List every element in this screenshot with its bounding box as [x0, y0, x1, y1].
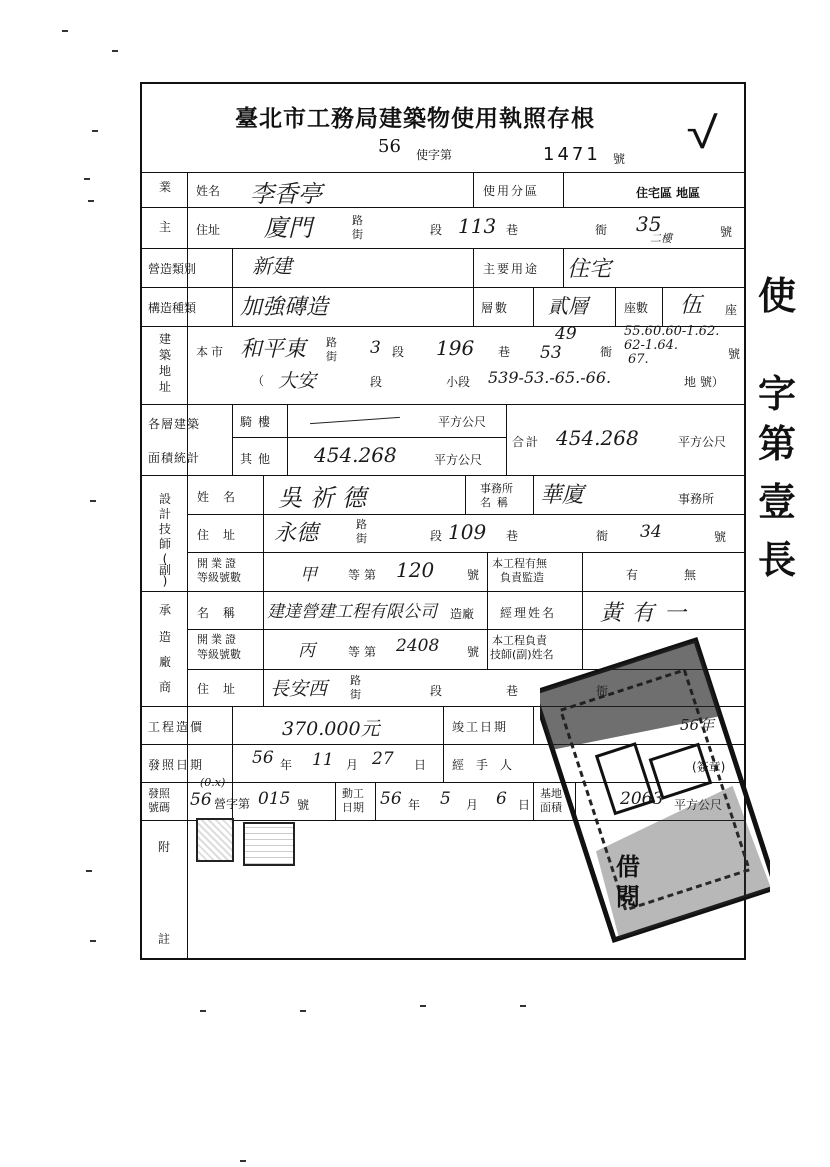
floors-value: 貳層	[548, 294, 588, 318]
owner-street-label: 街	[352, 228, 363, 241]
stamp-text: 借閱	[616, 852, 640, 911]
header-year: 56	[378, 136, 401, 157]
site-district: 大安	[278, 370, 317, 392]
designer-license-number: 120	[396, 558, 435, 582]
issue-month: 11	[312, 750, 334, 770]
header-number: 1471	[543, 144, 601, 165]
building-use-value: 住宅	[567, 257, 612, 282]
site-alley-number-1: 49	[555, 324, 577, 344]
site-lot-section: 段	[370, 375, 383, 389]
other-area-value: 454.268	[314, 443, 397, 467]
structure-value: 加強磚造	[240, 295, 329, 320]
check-mark: √	[686, 108, 718, 159]
designer-name-value: 吳祈德	[278, 484, 374, 512]
designer-lane: 巷	[506, 529, 519, 543]
contractor-license-number: 2408	[396, 636, 440, 656]
owner-address-value: 廈門	[264, 214, 312, 242]
start-day: 6	[496, 789, 507, 809]
designer-supervise-label-2: 負責監造	[500, 571, 544, 584]
owner-section-label-2: 主	[158, 220, 171, 234]
contractor-road: 路	[350, 674, 361, 687]
owner-floor: 二樓	[650, 232, 672, 245]
structure-label: 構造種類	[148, 301, 197, 315]
sign-label: (簽章)	[692, 760, 726, 774]
owner-zone-value: 住宅區 地區	[636, 186, 701, 200]
start-year-label: 年	[408, 798, 421, 812]
contractor-street: 街	[350, 688, 361, 701]
owner-alley-label: 衙	[595, 223, 608, 237]
start-month: 5	[440, 789, 451, 809]
contractor-license-grade-label: 等第	[348, 645, 381, 659]
total-area-value: 454.268	[556, 426, 639, 450]
cost-value: 370.000元	[282, 718, 380, 740]
site-label-3: 地	[158, 364, 171, 378]
issue-year-label: 年	[280, 758, 293, 772]
contractor-manager-label: 經理姓名	[500, 606, 557, 620]
designer-label-6: 副	[158, 563, 171, 577]
margin-char-4: 壹	[757, 479, 796, 524]
issue-month-label: 月	[346, 758, 359, 772]
site-section-label: 段	[392, 345, 405, 359]
designer-firm-value: 華廈	[540, 483, 585, 508]
designer-firm-label-1: 事務所	[480, 482, 513, 495]
designer-address-value: 永德	[274, 521, 319, 546]
owner-road-label: 路	[352, 214, 363, 227]
designer-firm-suffix: 事務所	[678, 492, 715, 506]
cost-label: 工程造價	[148, 720, 205, 734]
start-day-label: 日	[518, 798, 531, 812]
site-numbers-line-1: 55.60.60-1.62.	[624, 324, 720, 339]
site-lane-label: 巷	[498, 345, 511, 359]
owner-name-label: 姓名	[196, 184, 221, 198]
owner-section-label-1: 業	[158, 180, 171, 194]
header-word-label: 使字第	[416, 148, 453, 162]
building-type-value: 新建	[252, 254, 292, 278]
designer-street: 街	[356, 532, 367, 545]
designer-no-label: 號	[714, 530, 727, 544]
base-area-unit: 平方公尺	[674, 798, 723, 812]
site-alley-label: 衙	[600, 345, 613, 359]
designer-address-label: 住址	[197, 528, 250, 542]
margin-char-2: 字	[757, 371, 796, 416]
building-use-label: 主要用途	[483, 262, 540, 276]
margin-char-3: 第	[757, 421, 796, 466]
base-label-2: 面積	[540, 801, 562, 814]
designer-section: 段	[430, 529, 443, 543]
contractor-license-label-2: 等級號數	[197, 648, 241, 661]
designer-lane-number: 109	[448, 520, 487, 544]
contractor-label-2: 造	[158, 630, 171, 644]
building-type-label: 營造類別	[148, 262, 197, 276]
contractor-name-value: 建達營建工程有限公司	[267, 602, 437, 622]
margin-char-5: 長	[757, 537, 796, 582]
contractor-section: 段	[430, 684, 443, 698]
designer-label-1: 設	[158, 492, 171, 506]
start-label-1: 動工	[342, 787, 364, 800]
designer-supervise-label-1: 本工程有無	[492, 557, 547, 570]
start-label-2: 日期	[342, 801, 364, 814]
count-suffix: 座	[725, 303, 738, 317]
owner-address-label: 住址	[196, 223, 221, 237]
designer-road: 路	[356, 518, 367, 531]
designer-alley: 衙	[596, 529, 609, 543]
start-month-label: 月	[466, 798, 479, 812]
contractor-label-3: 廠	[158, 655, 171, 669]
site-city: 本市	[196, 345, 227, 359]
owner-door-number: 35	[636, 212, 662, 236]
complete-value: 56年	[680, 716, 715, 734]
contractor-address-value: 長安西	[270, 678, 328, 700]
contractor-license-label-1: 開業證	[197, 633, 239, 646]
contractor-label-4: 商	[158, 680, 171, 694]
owner-lane-label: 巷	[506, 223, 519, 237]
total-label: 合計	[512, 435, 541, 449]
designer-label-4: 師	[158, 537, 171, 551]
designer-license-suffix: 號	[467, 568, 480, 582]
contractor-label-1: 承	[158, 603, 171, 617]
site-numbers-line-2: 62-1.64.	[624, 338, 679, 353]
site-alley-number-2: 53	[540, 343, 562, 363]
document-title: 臺北市工務局建築物使用執照存根	[235, 105, 595, 132]
arcade-label: 騎樓	[240, 415, 277, 429]
other-area-unit: 平方公尺	[434, 453, 483, 467]
count-value: 伍	[680, 293, 703, 318]
issue-day-label: 日	[414, 758, 427, 772]
issue-year: 56	[252, 748, 274, 768]
site-lot-numbers: 539-53.-65.-66.	[488, 368, 612, 387]
notes-label-bottom: 註	[158, 932, 171, 946]
contractor-manager-value: 黃有一	[600, 601, 697, 626]
permit-number-suffix: 號	[297, 798, 310, 812]
count-label: 座數	[624, 301, 649, 315]
site-street-suffix: 街	[326, 350, 337, 363]
seal-stamp-2	[243, 822, 295, 866]
designer-label-7: )	[162, 574, 168, 588]
site-road-name: 和平東	[240, 337, 307, 362]
contractor-tech-label-1: 本工程負責	[492, 634, 547, 647]
contractor-name-label: 名稱	[197, 606, 250, 620]
owner-no-label: 號	[720, 225, 733, 239]
notes-label-top: 附	[158, 840, 171, 854]
site-numbers-line-3: 67.	[628, 352, 649, 367]
total-area-unit: 平方公尺	[678, 435, 727, 449]
designer-license-grade-label: 等第	[348, 568, 381, 582]
floors-label: 層數	[481, 301, 510, 315]
permit-annotation: (0.x)	[200, 776, 226, 789]
issue-date-label: 發照日期	[148, 758, 205, 772]
site-label-1: 建	[158, 332, 171, 346]
site-lane-number: 196	[436, 336, 475, 360]
contractor-license-grade: 丙	[298, 641, 315, 661]
arcade-unit: 平方公尺	[438, 415, 487, 429]
contractor-lane: 巷	[506, 684, 519, 698]
owner-name-value: 李香亭	[250, 180, 322, 208]
site-number-label: 號	[728, 347, 741, 361]
owner-lane-number: 113	[458, 214, 497, 238]
margin-char-1: 使	[757, 273, 796, 318]
site-road-suffix: 路	[326, 336, 337, 349]
designer-label-3: 技	[158, 522, 171, 536]
designer-license-label-2: 等級號數	[197, 571, 241, 584]
contractor-license-suffix: 號	[467, 645, 480, 659]
site-label-2: 築	[158, 348, 171, 362]
designer-supervise-value2: 無	[684, 568, 697, 582]
contractor-name-suffix: 造廠	[450, 607, 475, 621]
header-number-suffix: 號	[613, 152, 626, 166]
area-label-row2: 面積統計	[148, 451, 201, 465]
designer-door-number: 34	[640, 522, 662, 542]
site-lot-label: 地 號）	[684, 375, 724, 389]
complete-label: 竣工日期	[452, 720, 509, 734]
issue-day: 27	[372, 749, 394, 769]
handler-label: 經手人	[452, 758, 525, 772]
permit-number: 015	[258, 789, 291, 809]
permit-year: 56	[190, 790, 212, 810]
area-label-row1: 各層建築	[148, 417, 201, 431]
site-label-4: 址	[158, 380, 171, 394]
permit-label-2: 號碼	[148, 801, 170, 814]
base-area-value: 2063	[620, 789, 664, 809]
permit-label-1: 發照	[148, 787, 170, 800]
permit-word: 營字第	[214, 797, 251, 811]
site-paren-open: （	[252, 374, 265, 388]
start-year: 56	[380, 789, 402, 809]
official-seal-stamp	[540, 630, 770, 950]
designer-supervise-value: 有	[626, 568, 639, 582]
seal-stamp-1	[196, 818, 234, 862]
owner-zone-label: 使用分區	[483, 184, 540, 198]
designer-label-2: 計	[158, 507, 171, 521]
site-section-number: 3	[370, 338, 381, 358]
designer-name-label: 姓名	[197, 490, 250, 504]
designer-license-grade: 甲	[300, 565, 317, 585]
site-small-section: 小段	[446, 375, 471, 389]
designer-license-label-1: 開業證	[197, 557, 239, 570]
contractor-tech-label-2: 技師(副)姓名	[490, 648, 554, 661]
other-label: 其他	[240, 452, 277, 466]
designer-firm-label-2: 名稱	[480, 496, 514, 509]
base-label-1: 基地	[540, 787, 562, 800]
owner-section-text: 段	[430, 223, 443, 237]
designer-label-5: (	[162, 552, 168, 566]
contractor-address-label: 住址	[197, 682, 250, 696]
